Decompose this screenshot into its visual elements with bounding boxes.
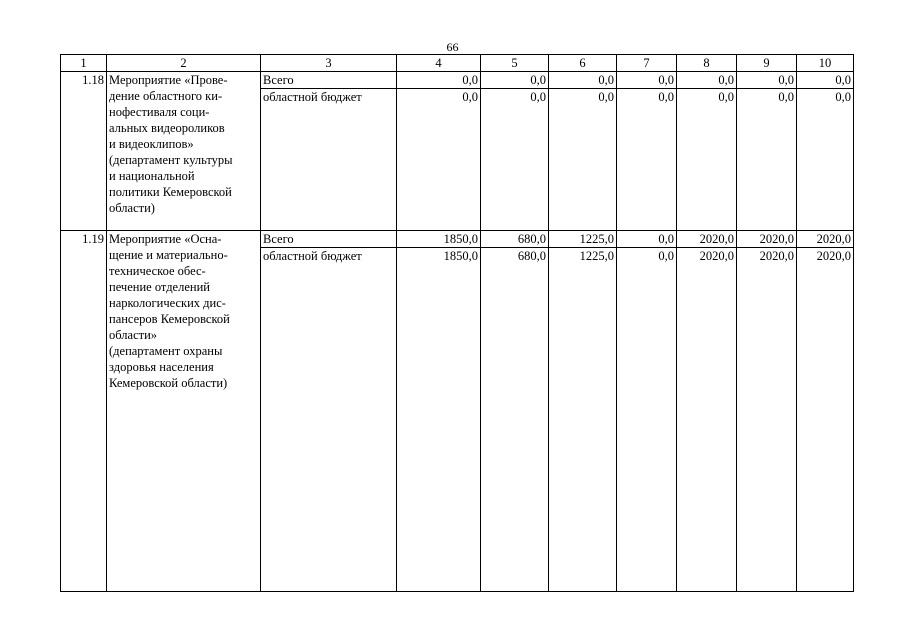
value-cell: 0,0 (397, 89, 481, 231)
value-cell: 2020,0 (677, 231, 737, 248)
column-header: 8 (677, 55, 737, 72)
column-header: 10 (797, 55, 854, 72)
column-header: 9 (737, 55, 797, 72)
value-cell: 0,0 (617, 72, 677, 89)
source-budget-label: областной бюджет (261, 248, 397, 592)
value-cell: 0,0 (481, 72, 549, 89)
row-description: Мероприятие «Осна- щение и материально- техническое обес- печение отделений наркологических дис- пансеров Кемеровской области» (департамент охраны здоровья населения Кемеровской области) (107, 231, 261, 592)
row-code: 1.19 (61, 231, 107, 592)
value-cell: 1225,0 (549, 231, 617, 248)
value-cell: 0,0 (677, 89, 737, 231)
page-number: 66 (446, 40, 459, 54)
source-total-label: Всего (261, 231, 397, 248)
value-cell: 2020,0 (737, 248, 797, 592)
value-cell: 0,0 (797, 72, 854, 89)
source-total-label: Всего (261, 72, 397, 89)
value-cell: 0,0 (617, 248, 677, 592)
value-cell: 1850,0 (397, 231, 481, 248)
value-cell: 0,0 (797, 89, 854, 231)
value-cell: 0,0 (549, 72, 617, 89)
column-header: 2 (107, 55, 261, 72)
source-budget-label: областной бюджет (261, 89, 397, 231)
value-cell: 680,0 (481, 231, 549, 248)
value-cell: 2020,0 (737, 231, 797, 248)
column-header: 6 (549, 55, 617, 72)
value-cell: 1850,0 (397, 248, 481, 592)
column-number-row (61, 55, 854, 72)
row-description: Мероприятие «Прове- дение областного ки- нофестиваля соци- альных видеороликов и видеоклипов» (департамент культуры и национальной политики Кемеровской области) (107, 72, 261, 231)
value-cell: 0,0 (737, 72, 797, 89)
row-code: 1.18 (61, 72, 107, 231)
table-row (61, 72, 854, 89)
value-cell: 0,0 (617, 89, 677, 231)
value-cell: 2020,0 (677, 248, 737, 592)
value-cell: 0,0 (481, 89, 549, 231)
value-cell: 0,0 (397, 72, 481, 89)
value-cell: 2020,0 (797, 231, 854, 248)
value-cell: 680,0 (481, 248, 549, 592)
column-header: 5 (481, 55, 549, 72)
column-header: 4 (397, 55, 481, 72)
column-header: 1 (61, 55, 107, 72)
value-cell: 1225,0 (549, 248, 617, 592)
column-header: 3 (261, 55, 397, 72)
budget-table (60, 54, 854, 592)
value-cell: 0,0 (617, 231, 677, 248)
table-row (61, 231, 854, 248)
value-cell: 0,0 (737, 89, 797, 231)
value-cell: 0,0 (677, 72, 737, 89)
column-header: 7 (617, 55, 677, 72)
value-cell: 0,0 (549, 89, 617, 231)
value-cell: 2020,0 (797, 248, 854, 592)
